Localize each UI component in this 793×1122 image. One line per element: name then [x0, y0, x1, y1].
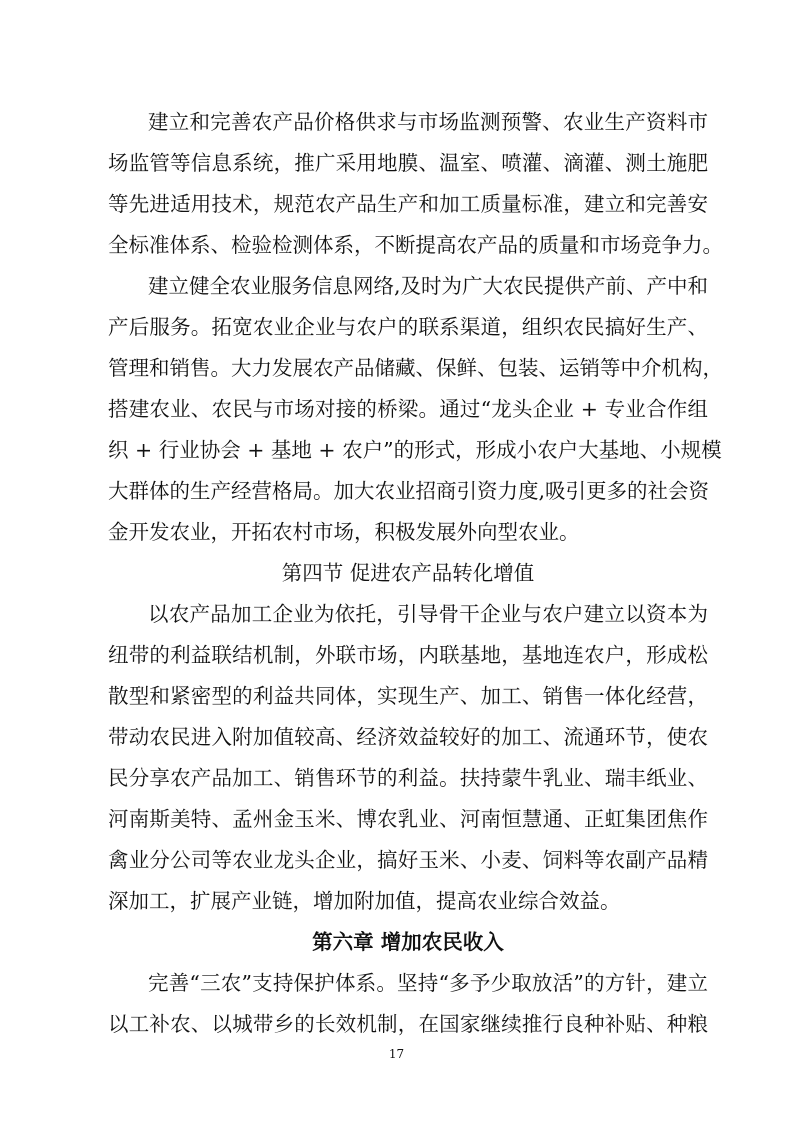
text-line: 带动农民进入附加值较高、经济效益较好的加工、流通环节，使农 [108, 725, 708, 749]
text-line: 以农产品加工企业为依托，引导骨干企业与农户建立以资本为 [148, 602, 708, 626]
text-line: 管理和销售。大力发展农产品储藏、保鲜、包装、运销等中介机构， [108, 356, 723, 380]
page-number: 17 [388, 1047, 405, 1061]
text-line: 禽业分公司等农业龙头企业，搞好玉米、小麦、饲料等农副产品精 [108, 848, 708, 872]
text-line: 建立和完善农产品价格供求与市场监测预警、农业生产资料市 [148, 110, 708, 134]
text-line: 金开发农业，开拓农村市场，积极发展外向型农业。 [108, 520, 580, 544]
text-line: 等先进适用技术，规范农产品生产和加工质量标准，建立和完善安 [108, 192, 708, 216]
text-line: 大群体的生产经营格局。加大农业招商引资力度,吸引更多的社会资 [108, 479, 710, 503]
text-line: 产后服务。拓宽农业企业与农户的联系渠道，组织农民搞好生产、 [108, 315, 708, 339]
chapter-heading: 第六章 增加农民收入 [312, 930, 504, 954]
text-line: 河南斯美特、孟州金玉米、博农乳业、河南恒慧通、正虹集团焦作 [108, 807, 708, 831]
text-line: 完善“三农”支持保护体系。坚持“多予少取放活”的方针，建立 [148, 971, 708, 995]
text-line: 纽带的利益联结机制，外联市场，内联基地，基地连农户，形成松 [108, 643, 708, 667]
text-line: 深加工，扩展产业链，增加附加值，提高农业综合效益。 [108, 889, 621, 913]
text-line: 场监管等信息系统，推广采用地膜、温室、喷灌、滴灌、测土施肥 [108, 151, 708, 175]
section-heading: 第四节 促进农产品转化增值 [281, 561, 535, 585]
text-line: 织 + 行业协会 + 基地 + 农户”的形式，形成小农户大基地、小规模 [108, 438, 722, 462]
text-line: 搭建农业、农民与市场对接的桥梁。通过“龙头企业 + 专业合作组 [108, 397, 708, 421]
text-line: 以工补农、以城带乡的长效机制，在国家继续推行良种补贴、种粮 [108, 1012, 708, 1036]
text-line: 全标准体系、检验检测体系，不断提高农产品的质量和市场竞争力。 [108, 233, 723, 257]
text-line: 民分享农产品加工、销售环节的利益。扶持蒙牛乳业、瑞丰纸业、 [108, 766, 708, 790]
text-line: 建立健全农业服务信息网络,及时为广大农民提供产前、产中和 [148, 274, 709, 298]
text-line: 散型和紧密型的利益共同体，实现生产、加工、销售一体化经营， [108, 684, 708, 708]
